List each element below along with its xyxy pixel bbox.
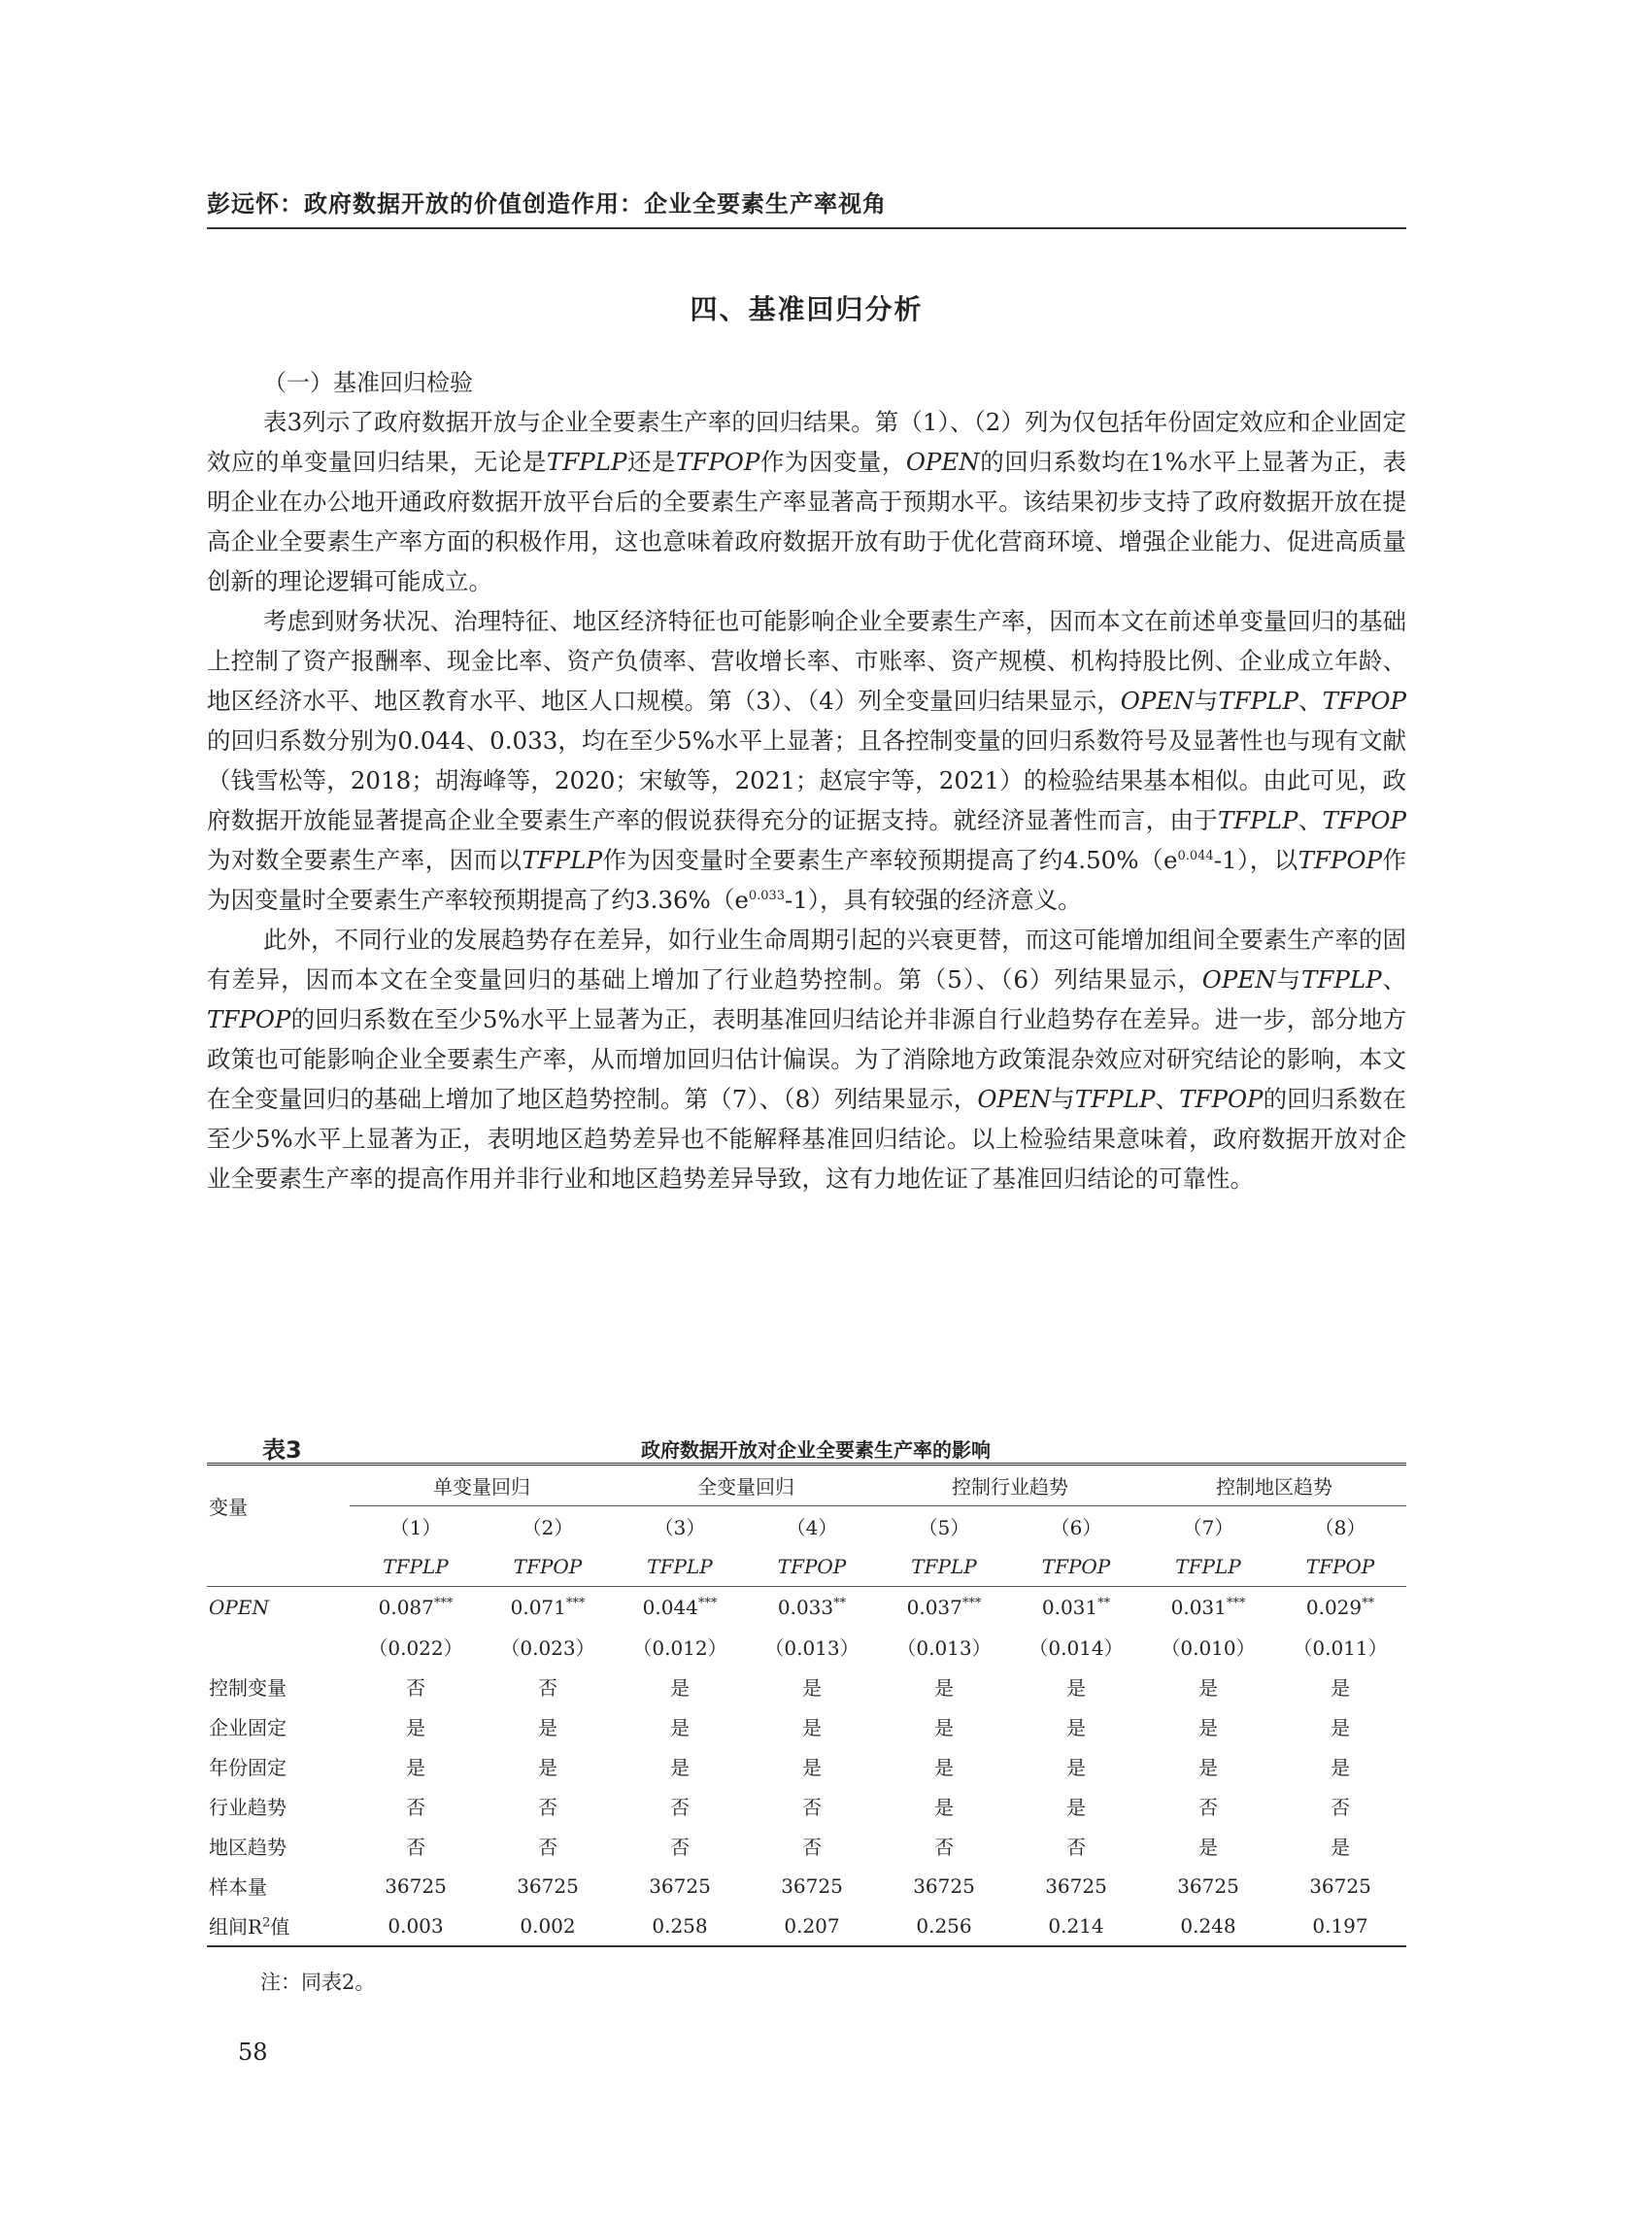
table-cell: 否 — [670, 1836, 690, 1859]
significance-stars: ** — [1362, 1595, 1375, 1610]
table-row-open — [207, 1587, 1406, 1628]
column-number: （6） — [1050, 1516, 1102, 1539]
table-cell: 否 — [1066, 1836, 1086, 1859]
table-row — [207, 1786, 1406, 1826]
table-header-depvars — [207, 1546, 1406, 1587]
table-cell: 0.214 — [1048, 1913, 1104, 1938]
table-cell: 0.002 — [520, 1913, 576, 1938]
table-cell: 否 — [538, 1676, 557, 1700]
row-label: 控制变量 — [209, 1676, 287, 1700]
row-label: 年份固定 — [209, 1756, 287, 1779]
table-row — [207, 1866, 1406, 1906]
table-header-groups — [207, 1465, 1406, 1506]
significance-stars: *** — [565, 1595, 586, 1610]
table-cell: 否 — [802, 1796, 822, 1819]
section-title: 四、基准回归分析 — [690, 293, 924, 325]
std-error: （0.023） — [500, 1636, 595, 1660]
table-cell: 是 — [934, 1756, 954, 1779]
column-number: （5） — [918, 1516, 970, 1539]
table-header-columns — [207, 1506, 1406, 1547]
table-cell: 是 — [802, 1676, 822, 1700]
table-cell: 0.248 — [1180, 1913, 1236, 1938]
table-cell: 是 — [802, 1716, 822, 1739]
table-cell: 36725 — [1177, 1873, 1239, 1898]
table-cell: 0.197 — [1312, 1913, 1368, 1938]
group-header: 控制地区趋势 — [1142, 1465, 1406, 1506]
coef-cell — [878, 1587, 1010, 1628]
table-cell: 是 — [1331, 1756, 1350, 1779]
column-number: （8） — [1314, 1516, 1366, 1539]
table-cell: 36725 — [649, 1873, 711, 1898]
table-cell: 是 — [1331, 1836, 1350, 1859]
table-cell: 否 — [406, 1836, 425, 1859]
coef-value: 0.031 — [1041, 1595, 1098, 1619]
table-cell: 36725 — [385, 1873, 447, 1898]
std-error: （0.010） — [1161, 1636, 1256, 1660]
coef-value: 0.087 — [378, 1595, 434, 1619]
coef-cell — [614, 1587, 746, 1628]
std-error: （0.011） — [1293, 1636, 1388, 1660]
table-cell: 是 — [406, 1756, 425, 1779]
table-note: 注：同表2。 — [260, 1971, 376, 1994]
table-cell: 否 — [538, 1836, 557, 1859]
table-cell: 否 — [670, 1796, 690, 1819]
column-number: （2） — [522, 1516, 574, 1539]
table-cell: 是 — [406, 1716, 425, 1739]
table-row — [207, 1826, 1406, 1866]
group-header: 单变量回归 — [350, 1465, 614, 1506]
table-cell: 是 — [1198, 1836, 1218, 1859]
group-header: 控制行业趋势 — [878, 1465, 1142, 1506]
coef-cell — [746, 1587, 878, 1628]
std-error: （0.013） — [764, 1636, 860, 1660]
table-row — [207, 1706, 1406, 1746]
depvar-header: TFPOP — [1274, 1546, 1406, 1587]
table-cell: 36725 — [913, 1873, 975, 1898]
table-row — [207, 1667, 1406, 1706]
table-cell: 36725 — [1309, 1873, 1371, 1898]
coef-cell — [1142, 1587, 1274, 1628]
var-header: 变量 — [209, 1496, 248, 1519]
table-cell: 是 — [1331, 1716, 1350, 1739]
table-cell: 是 — [538, 1716, 557, 1739]
table-label: 表3 — [262, 1436, 302, 1464]
table-cell: 是 — [934, 1796, 954, 1819]
std-error: （0.012） — [632, 1636, 727, 1660]
std-error: （0.013） — [896, 1636, 992, 1660]
table-cell: 0.003 — [388, 1913, 444, 1938]
table-cell: 是 — [1331, 1676, 1350, 1700]
significance-stars: *** — [1226, 1595, 1246, 1610]
row-label: 企业固定 — [209, 1716, 287, 1739]
table-cell: 是 — [670, 1716, 690, 1739]
table-cell: 是 — [1198, 1756, 1218, 1779]
depvar-header: TFPLP — [350, 1546, 482, 1587]
row-label: 行业趋势 — [209, 1796, 287, 1819]
table-cell: 是 — [670, 1676, 690, 1700]
table-cell: 0.207 — [784, 1913, 840, 1938]
regression-table-wrap — [207, 1463, 1406, 1947]
column-number: （3） — [654, 1516, 706, 1539]
coef-cell — [1274, 1587, 1406, 1628]
depvar-header: TFPOP — [746, 1546, 878, 1587]
body-text — [207, 402, 1406, 1198]
table-cell: 否 — [406, 1676, 425, 1700]
paragraph-3: 此外，不同行业的发展趋势存在差异，如行业生命周期引起的兴衰更替，而这可能增加组间全要素生产率的固有差异，因而本文在全变量回归的基础上增加了行业趋势控制。第（5）、（6）列结果显示，OPEN与TFPLP、TFPOP的回归系数在至少5%水平上显著为正，表明基准回归结论并非源自行业趋势存在差异。进一步，部分地方政策也可能影响企业全要素生产率，从而增加回归估计偏误。为了消除地方政策混杂效应对研究结论的影响，本文在全变量回归的基础上增加了地区趋势控制。第（7）、（8）列结果显示，OPEN与TFPLP、TFPOP的回归系数在至少5%水平上显著为正，表明地区趋势差异也不能解释基准回归结论。以上检验结果意味着，政府数据开放对企业全要素生产率的提高作用并非行业和地区趋势差异导致，这有力地佐证了基准回归结论的可靠性。 — [207, 926, 1407, 1193]
table-cell: 否 — [934, 1836, 954, 1859]
column-number: （7） — [1182, 1516, 1234, 1539]
coef-value: 0.031 — [1170, 1595, 1227, 1619]
significance-stars: *** — [433, 1595, 454, 1610]
table-row — [207, 1746, 1406, 1786]
table-cell: 否 — [1331, 1796, 1350, 1819]
paragraph-2: 考虑到财务状况、治理特征、地区经济特征也可能影响企业全要素生产率，因而本文在前述单变量回归的基础上控制了资产报酬率、现金比率、资产负债率、营收增长率、市账率、资产规模、机构持股比例、企业成立年龄、地区经济水平、地区教育水平、地区人口规模。第（3）、（4）列全变量回归结果显示，OPEN与TFPLP、TFPOP的回归系数分别为0.044、0.033，均在至少5%水平上显著；且各控制变量的回归系数符号及显著性也与现有文献（钱雪松等，2018；胡海峰等，2020；宋敏等，2021；赵宸宇等，2021）的检验结果基本相似。由此可见，政府数据开放能显著提高企业全要素生产率的假说获得充分的证据支持。就经济显著性而言，由于TFPLP、TFPOP为对数全要素生产率，因而以TFPLP作为因变量时全要素生产率较预期提高了约$4.50\%(e^{0.044}-1)$，以TFPOP作为因变量时全要素生产率较预期提高了约$3.36\%(e^{0.033}-1)$，具有较强的经济意义。 — [207, 607, 1407, 914]
subsection-title: （一）基准回归检验 — [263, 369, 473, 396]
significance-stars: ** — [1097, 1595, 1111, 1610]
table-cell: 是 — [934, 1676, 954, 1700]
table-cell: 是 — [934, 1716, 954, 1739]
table-cell: 否 — [538, 1796, 557, 1819]
table-cell: 是 — [670, 1756, 690, 1779]
row-label: 样本量 — [209, 1875, 267, 1899]
regression-table — [207, 1463, 1406, 1947]
significance-stars: *** — [697, 1595, 718, 1610]
page-number: 58 — [238, 2039, 268, 2066]
depvar-header: TFPLP — [614, 1546, 746, 1587]
table-cell: 否 — [1198, 1796, 1218, 1819]
column-number: （4） — [786, 1516, 838, 1539]
table-cell: 0.256 — [916, 1913, 972, 1938]
std-error: （0.014） — [1028, 1636, 1124, 1660]
coef-value: 0.071 — [510, 1595, 566, 1619]
depvar-header: TFPLP — [1142, 1546, 1274, 1587]
coef-cell — [482, 1587, 614, 1628]
running-head: 彭远怀：政府数据开放的价值创造作用：企业全要素生产率视角 — [207, 186, 1406, 229]
table-cell: 0.258 — [652, 1913, 708, 1938]
table-cell: 否 — [406, 1796, 425, 1819]
table-cell: 36725 — [781, 1873, 843, 1898]
depvar-header: TFPOP — [482, 1546, 614, 1587]
coef-value: 0.037 — [906, 1595, 962, 1619]
group-header: 全变量回归 — [614, 1465, 878, 1506]
table-cell: 是 — [1066, 1676, 1086, 1700]
table-cell: 36725 — [1045, 1873, 1107, 1898]
row-label: 组间$R^2$值 — [209, 1915, 290, 1939]
column-number: （1） — [389, 1516, 442, 1539]
row-label: 地区趋势 — [209, 1836, 287, 1859]
coef-value: 0.044 — [642, 1595, 698, 1619]
table-cell: 是 — [1198, 1716, 1218, 1739]
table-cell: 否 — [802, 1836, 822, 1859]
table-cell: 是 — [1066, 1796, 1086, 1819]
coef-cell — [350, 1587, 482, 1628]
depvar-header: TFPLP — [878, 1546, 1010, 1587]
table-cell: 是 — [538, 1756, 557, 1779]
table-row-r2 — [207, 1906, 1406, 1946]
depvar-header: TFPOP — [1010, 1546, 1142, 1587]
coef-value: 0.029 — [1305, 1595, 1363, 1619]
row-label: OPEN — [209, 1595, 269, 1619]
paragraph-1: 表3列示了政府数据开放与企业全要素生产率的回归结果。第（1）、（2）列为仅包括年份固定效应和企业固定效应的单变量回归结果，无论是TFPLP还是TFPOP作为因变量，OPEN的回归系数均在1%水平上显著为正，表明企业在办公地开通政府数据开放平台后的全要素生产率显著高于预期水平。该结果初步支持了政府数据开放在提高企业全要素生产率方面的积极作用，这也意味着政府数据开放有助于优化营商环境、增强企业能力、促进高质量创新的理论逻辑可能成立。 — [207, 408, 1406, 595]
table-title: 政府数据开放对企业全要素生产率的影响 — [641, 1438, 991, 1462]
table-cell: 是 — [1066, 1716, 1086, 1739]
table-cell: 36725 — [517, 1873, 579, 1898]
coef-cell — [1010, 1587, 1142, 1628]
significance-stars: *** — [961, 1595, 982, 1610]
table-row-se — [207, 1627, 1406, 1667]
table-cell: 是 — [1066, 1756, 1086, 1779]
std-error: （0.022） — [368, 1636, 463, 1660]
significance-stars: ** — [833, 1595, 847, 1610]
coef-value: 0.033 — [777, 1595, 834, 1619]
table-cell: 是 — [1198, 1676, 1218, 1700]
table-cell: 是 — [802, 1756, 822, 1779]
